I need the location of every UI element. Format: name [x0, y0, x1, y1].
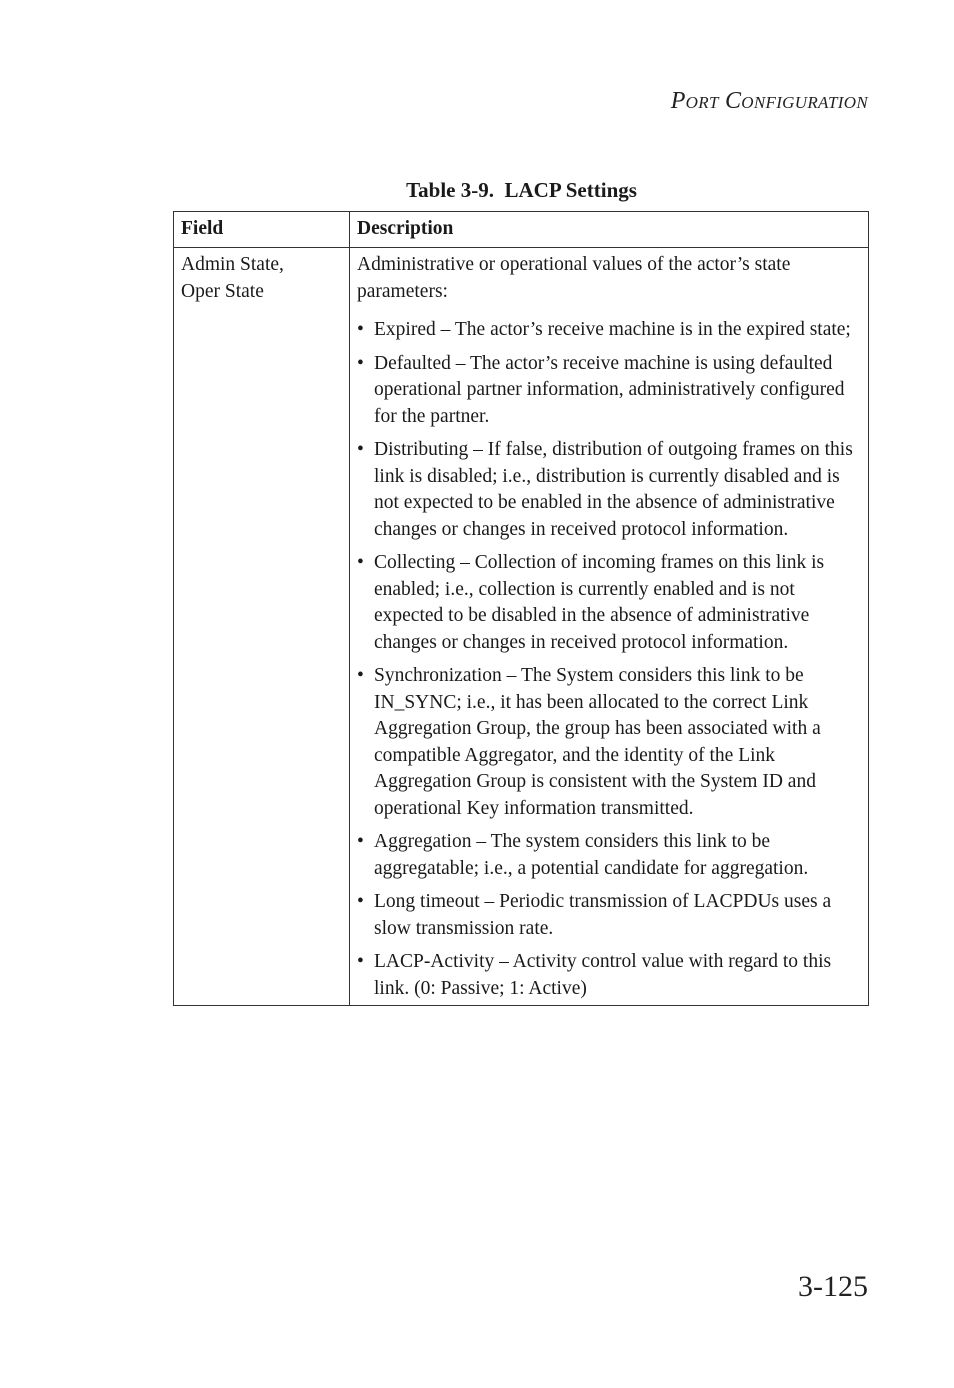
bullet-glyph: •	[357, 891, 364, 912]
list-item	[357, 889, 860, 942]
bullet-glyph: •	[357, 552, 364, 573]
table-caption: Table 3-9. LACP Settings	[406, 178, 637, 202]
table-body	[174, 248, 869, 1006]
list-item	[357, 829, 860, 882]
bullet-glyph: •	[357, 319, 364, 340]
field-name-line: Admin State,	[181, 254, 284, 275]
bullet-text: Distributing – If false, distribution of outgoing frames on this link is disabled; i.e., distribution is currently disabled and is not expected to be enabled in the absence of administrative changes or changes in received protocol information.	[374, 439, 853, 540]
bullet-text: Defaulted – The actor’s receive machine is using defaulted operational partner information, administratively configured for the partner.	[374, 352, 845, 427]
bullet-glyph: •	[357, 352, 364, 374]
field-cell	[174, 248, 350, 1006]
bullet-text: LACP-Activity – Activity control value with regard to this link. (0: Passive; 1: Active)	[374, 951, 832, 999]
list-item	[357, 550, 860, 656]
description-intro: Administrative or operational values of the actor’s state parameters:	[357, 254, 791, 302]
lacp-settings-table	[173, 211, 869, 1006]
field-name-line: Oper State	[181, 280, 264, 302]
bullet-text: Collecting – Collection of incoming frames on this link is enabled; i.e., collection is currently enabled and is not expected to be disabled in the absence of administrative changes or changes in received protocol information.	[374, 552, 825, 653]
list-item	[357, 437, 860, 543]
column-header-description: Description	[350, 212, 869, 248]
list-item	[357, 663, 860, 822]
column-header-field: Field	[174, 212, 350, 248]
list-item	[357, 949, 860, 1002]
bullet-text: Long timeout – Periodic transmission of LACPDUs uses a slow transmission rate.	[374, 891, 832, 939]
description-cell	[350, 248, 869, 1006]
table-header	[174, 212, 869, 248]
bullet-text: Aggregation – The system considers this link to be aggregatable; i.e., a potential candidate for aggregation.	[374, 831, 809, 879]
bullet-glyph: •	[357, 831, 364, 852]
list-item	[357, 317, 860, 344]
running-header: Port Configuration	[670, 88, 868, 114]
table-row	[174, 248, 869, 1006]
bullet-glyph: •	[357, 951, 364, 972]
state-bullet-list	[357, 317, 860, 1002]
bullet-glyph: •	[357, 665, 364, 686]
page-number: 3-125	[798, 1270, 868, 1303]
table-header-row	[174, 212, 869, 248]
bullet-text: Expired – The actor’s receive machine is in the expired state;	[374, 319, 851, 340]
bullet-glyph: •	[357, 439, 364, 460]
bullet-text: Synchronization – The System considers this link to be IN_SYNC; i.e., it has been allocated to the correct Link Aggregation Group, the group has been associated with a compatible Aggregator, and the identity of the Link Aggregation Group is consistent with the System ID and operational Key information transmitted.	[374, 665, 821, 819]
list-item	[357, 351, 860, 431]
